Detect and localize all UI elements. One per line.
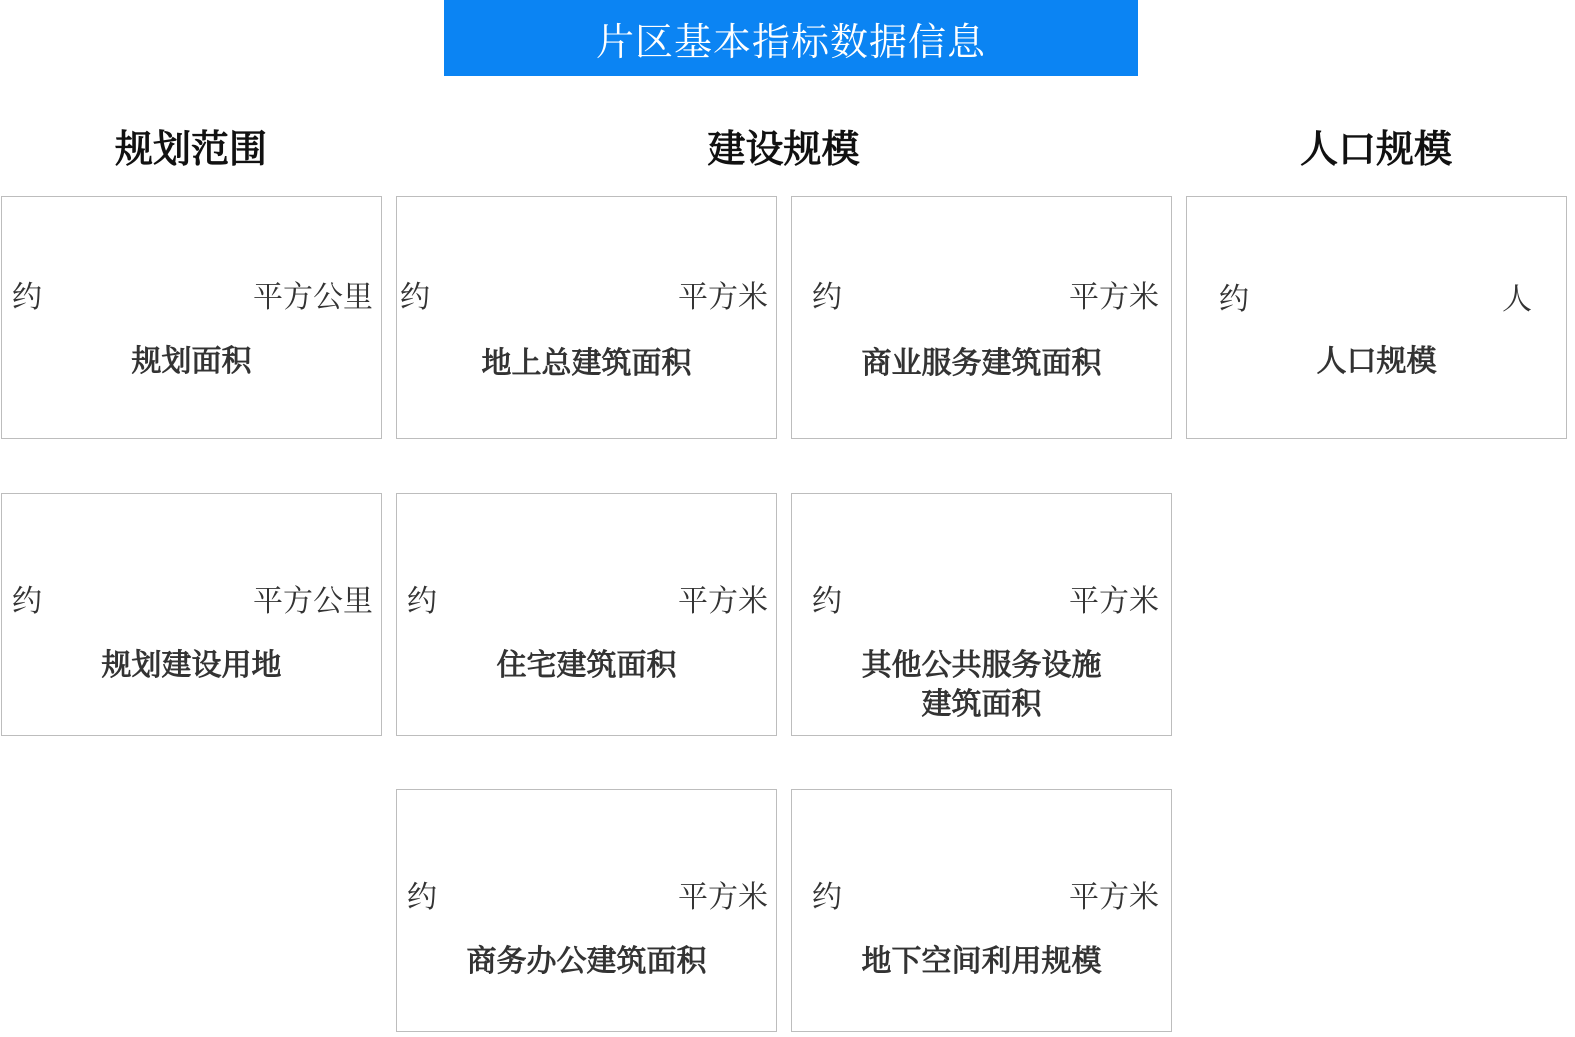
card-label-line2: 建筑面积 [921, 687, 1042, 722]
card-unit: 平方公里 [253, 280, 373, 315]
card-label: 地上总建筑面积 [481, 346, 692, 381]
header-banner [444, 0, 1138, 76]
card-unit: 平方米 [1069, 880, 1159, 915]
card-prefix: 约 [812, 880, 842, 915]
card-underground-space [791, 789, 1172, 1032]
section-title-construction-scale: 建设规模 [707, 126, 860, 171]
card-planning-construction-land [1, 493, 382, 736]
card-label: 住宅建筑面积 [496, 648, 677, 683]
card-unit: 平方米 [678, 880, 768, 915]
card-unit: 人 [1502, 282, 1532, 317]
card-prefix: 约 [812, 280, 842, 315]
card-prefix: 约 [407, 584, 437, 619]
section-title-population-scale: 人口规模 [1299, 126, 1452, 171]
card-label: 规划面积 [131, 344, 252, 379]
card-business-office-area [396, 789, 777, 1032]
card-unit: 平方米 [678, 280, 768, 315]
card-unit: 平方公里 [253, 584, 373, 619]
card-label: 规划建设用地 [101, 648, 282, 683]
card-label: 商业服务建筑面积 [861, 346, 1102, 381]
card-planning-area [1, 196, 382, 439]
card-label: 人口规模 [1316, 344, 1437, 379]
card-residential-area [396, 493, 777, 736]
card-unit: 平方米 [678, 584, 768, 619]
card-above-ground-area [396, 196, 777, 439]
card-public-service-area [791, 493, 1172, 736]
card-prefix: 约 [12, 584, 42, 619]
card-prefix: 约 [1219, 282, 1249, 317]
card-population [1186, 196, 1567, 439]
card-commercial-service-area [791, 196, 1172, 439]
page-title: 片区基本指标数据信息 [595, 19, 986, 64]
card-label: 商务办公建筑面积 [466, 944, 707, 979]
card-prefix: 约 [12, 280, 42, 315]
card-unit: 平方米 [1069, 584, 1159, 619]
card-prefix: 约 [407, 880, 437, 915]
card-prefix: 约 [400, 280, 430, 315]
card-prefix: 约 [812, 584, 842, 619]
card-label-line1: 其他公共服务设施 [861, 648, 1102, 683]
card-unit: 平方米 [1069, 280, 1159, 315]
section-title-planning-scope: 规划范围 [114, 126, 267, 171]
card-label: 地下空间利用规模 [861, 944, 1102, 979]
